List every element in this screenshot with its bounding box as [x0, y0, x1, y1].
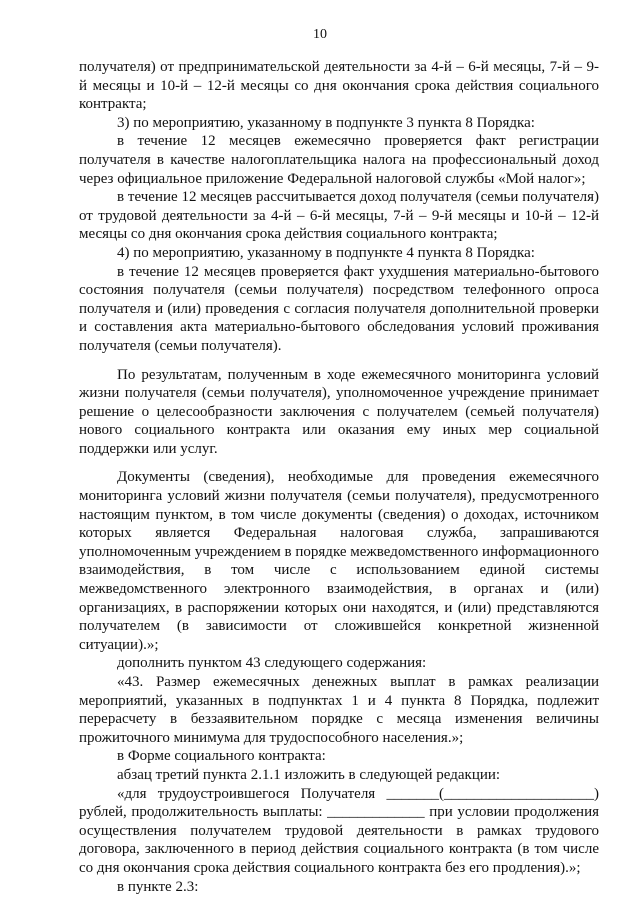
document-body — [79, 58, 599, 896]
paragraph: в течение 12 месяцев проверяется факт ухудшения материально-бытового состояния получателя (семьи получателя) посредством телефонного опроса получателя и (или) проведения с согласия получателя дополнительной проверки и составления акта материально-бытового обследования условий проживания получателя (семьи получателя). — [79, 263, 599, 354]
paragraph: «43. Размер ежемесячных денежных выплат в рамках реализации мероприятий, указанных в подпунктах 1 и 4 пункта 8 Порядка, подлежит перерасчету в беззаявительном порядке с месяца изменения величины прожиточного минимума для трудоспособного населения.»; — [79, 674, 599, 746]
paragraph: 4) по мероприятию, указанному в подпункте 4 пункта 8 Порядка: — [117, 244, 535, 261]
paragraph: в пункте 2.3: — [117, 878, 199, 895]
paragraph: 3) по мероприятию, указанному в подпункте 3 пункта 8 Порядка: — [117, 114, 535, 131]
paragraph: в Форме социального контракта: — [117, 748, 326, 765]
paragraph: в течение 12 месяцев рассчитывается доход получателя (семьи получателя) от трудовой деятельности за 4-й – 6-й месяцы, 7-й – 9-й месяцы и 10-й – 12-й месяцы со дня окончания срока действия социального контракта; — [79, 189, 599, 243]
paragraph: абзац третий пункта 2.1.1 изложить в следующей редакции: — [117, 766, 501, 783]
page-number: 10 — [313, 27, 327, 42]
paragraph: По результатам, полученным в ходе ежемесячного мониторинга условий жизни получателя (семьи получателя), уполномоченное учреждение принимает решение о целесообразности заключения с получателем (семьей получателя) нового социального контракта или оказания ему иных мер социальной поддержки или услуг. — [79, 366, 599, 457]
paragraph: дополнить пунктом 43 следующего содержания: — [117, 655, 427, 672]
paragraph: получателя) от предпринимательской деятельности за 4-й – 6-й месяцы, 7-й – 9-й месяцы и 10-й – 12-й месяцы со дня окончания срока действия социального контракта; — [79, 59, 599, 113]
paragraph: «для трудоустроившегося Получателя _______(____________________) рублей, продолжительность выплаты: _____________ при условии продолжения осуществления получателем трудовой деятельности в рамках трудового договора, заключенного в период действия социального контракта (в том числе со дня окончания срока действия социального контракта без его продления).»; — [79, 785, 599, 876]
paragraph: Документы (сведения), необходимые для проведения ежемесячного мониторинга условий жизни получателя (семьи получателя), предусмотренного настоящим пунктом, в том числе документы (сведения) о доходах, источником которых является Федеральная налоговая служба, запрашиваются уполномоченным учреждением в порядке межведомственного информационного взаимодействия, в том числе с использованием единой системы межведомственного электронного взаимодействия, в органах и (или) организациях, в распоряжении которых они находятся, и (или) представляются получателем (в зависимости от сложившейся конкретной жизненной ситуации).»; — [79, 469, 599, 653]
paragraph: в течение 12 месяцев ежемесячно проверяется факт регистрации получателя в качестве налогоплательщика налога на профессиональный доход через официальное приложение Федеральной налоговой службы «Мой налог»; — [79, 133, 599, 187]
